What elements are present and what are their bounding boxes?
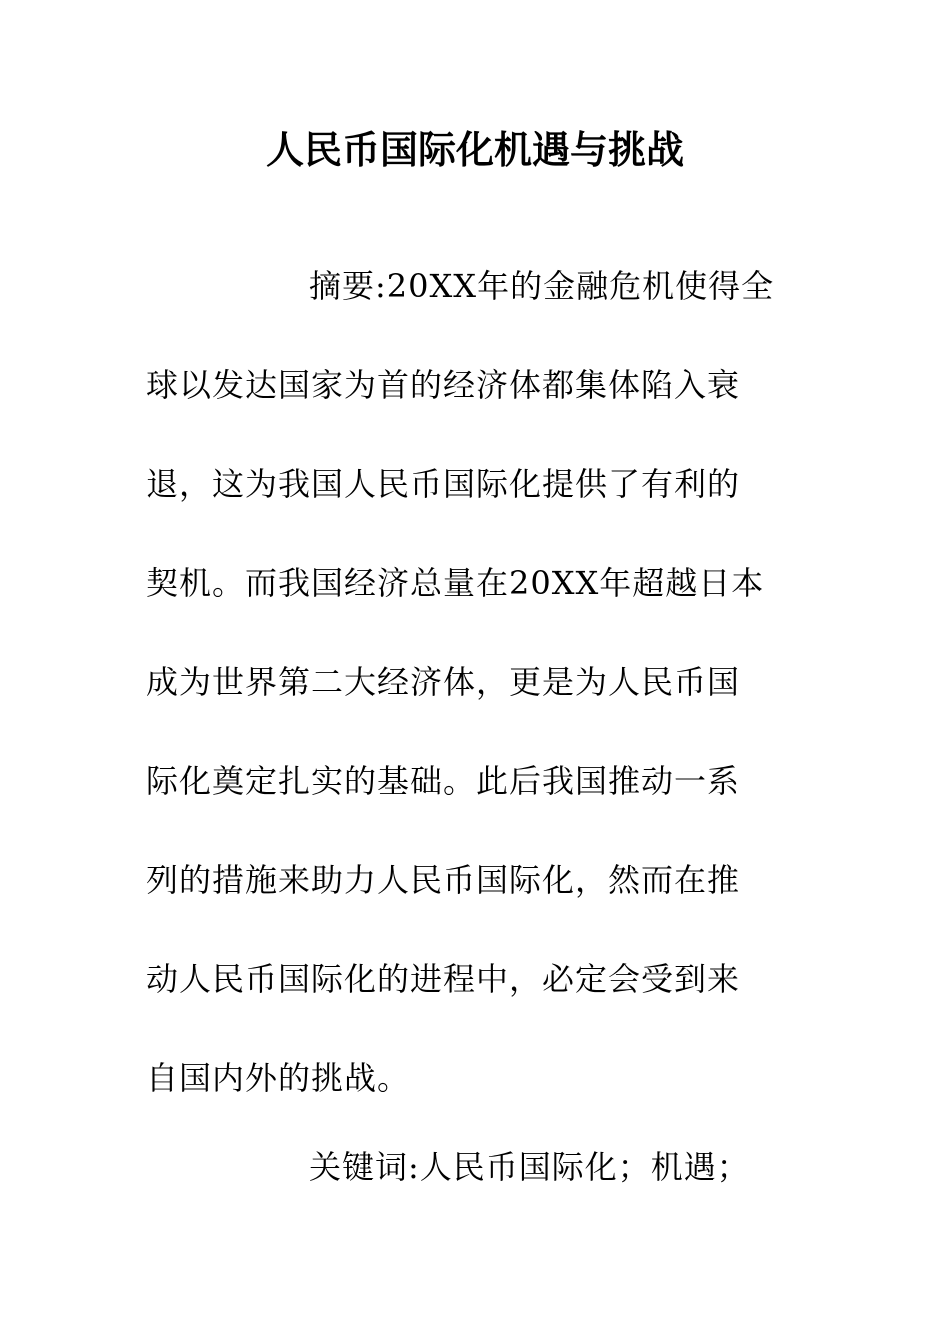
- keywords-line: 关键词:人民币国际化；机遇；: [309, 1148, 750, 1186]
- abstract-line-4: 契机。而我国经济总量在20XX年超越日本: [146, 564, 765, 602]
- abstract-line-9: 自国内外的挑战。: [146, 1059, 411, 1097]
- abstract-line-6: 际化奠定扎实的基础。此后我国推动一系: [146, 762, 741, 800]
- abstract-line-7: 列的措施来助力人民币国际化，然而在推: [146, 861, 741, 899]
- abstract-line-3: 退，这为我国人民币国际化提供了有利的: [146, 465, 741, 503]
- abstract-line-8: 动人民币国际化的进程中，必定会受到来: [146, 960, 741, 998]
- abstract-line-2: 球以发达国家为首的经济体都集体陷入衰: [146, 366, 741, 404]
- abstract-line-1: 摘要:20XX年的金融危机使得全: [309, 267, 775, 305]
- document-title: 人民币国际化机遇与挑战: [265, 128, 684, 172]
- abstract-line-5: 成为世界第二大经济体，更是为人民币国: [146, 663, 741, 701]
